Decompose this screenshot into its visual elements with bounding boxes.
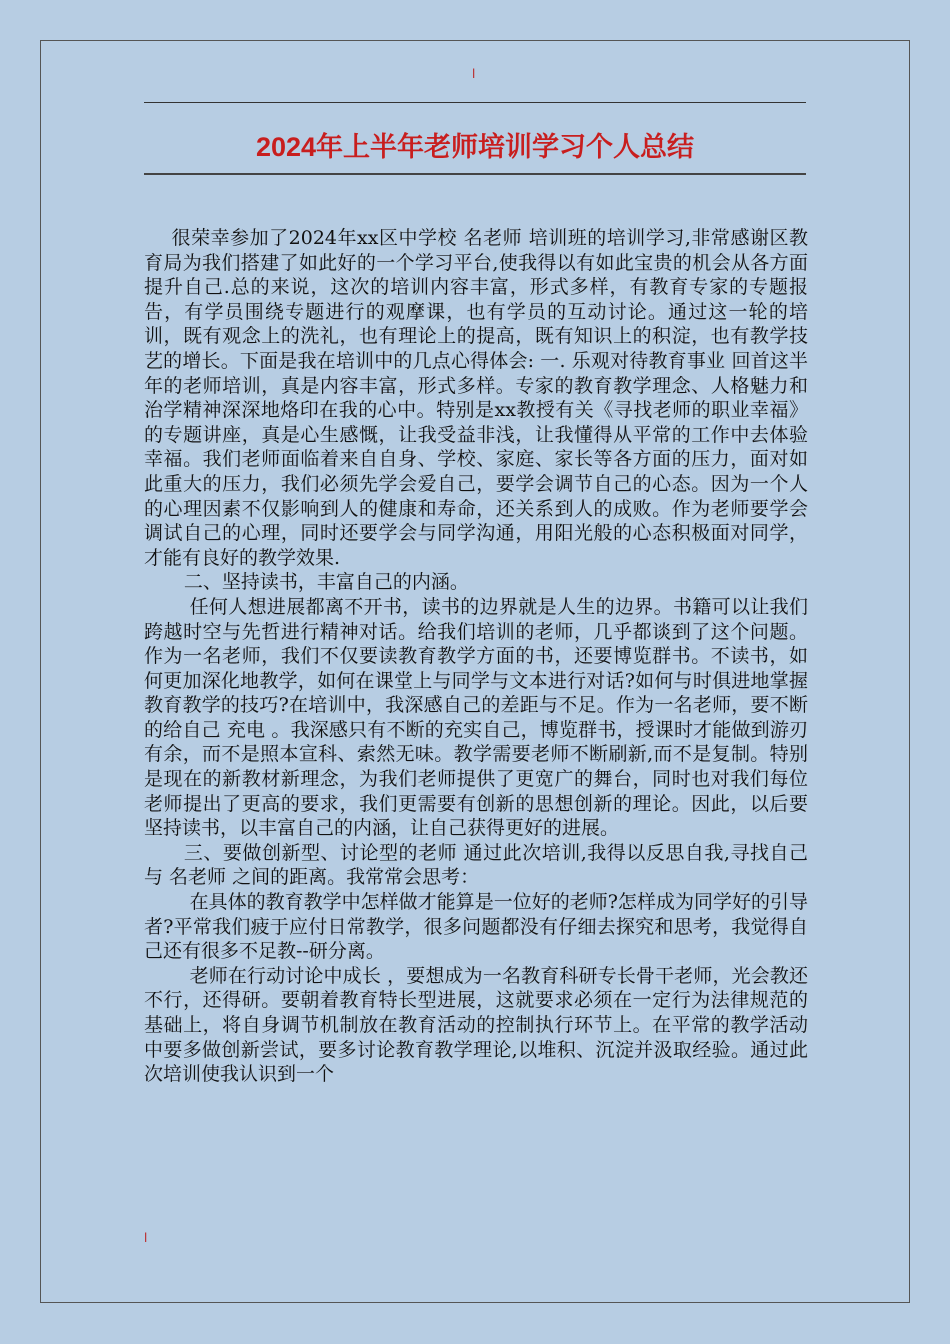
paragraph-4-heading: 三、要做创新型、讨论型的老师 通过此次培训,我得以反思自我,寻找自己与 名老师 之间的距离。我常常会思考：	[144, 841, 808, 889]
header-mark: l	[472, 67, 476, 81]
paragraph-1: 很荣幸参加了2024年xx区中学校 名老师 培训班的培训学习,非常感谢区教育局为我们搭建了如此好的一个学习平台,使我得以有如此宝贵的机会从各方面提升自己.总的来说，这次的培训内容丰富，形式多样，有教育专家的专题报告，有学员围绕专题进行的观摩课，也有学员的互动讨论。通过这一轮的培训，既有观念上的洗礼，也有理论上的提高，既有知识上的积淀，也有教学技艺的增长。下面是我在培训中的几点心得体会: 一. 乐观对待教育事业 回首这半年的老师培训，真是内容丰富，形式多样。专家的教育教学理念、人格魅力和治学精神深深地烙印在我的心中。特别是xx教授有关《寻找老师的职业幸福》的专题讲座，真是心生感慨，让我受益非浅，让我懂得从平常的工作中去体验幸福。我们老师面临着来自自身、学校、家庭、家长等各方面的压力，面对如此重大的压力，我们必须先学会爱自己，要学会调节自己的心态。因为一个人的心理因素不仅影响到人的健康和寿命，还关系到人的成败。作为老师要学会调试自己的心理，同时还要学会与同学沟通，用阳光般的心态积极面对同学，才能有良好的教学效果.	[144, 227, 808, 569]
paragraph-5: 在具体的教育教学中怎样做才能算是一位好的老师?怎样成为同学好的引导者?平常我们疲于应付日常教学，很多问题都没有仔细去探究和思考，我觉得自己还有很多不足教--研分离。	[144, 891, 808, 963]
title-rule	[144, 173, 806, 175]
footer-mark: l	[144, 1231, 148, 1245]
document-title: 2024年上半年老师培训学习个人总结	[255, 132, 695, 162]
paragraph-2-heading: 二、坚持读书，丰富自己的内涵。	[183, 571, 469, 594]
paragraph-6: 老师在行动讨论中成长 ，要想成为一名教育科研专长骨干老师，光会教还不行，还得研。要朝着教育特长型进展，这就要求必须在一定行为法律规范的基础上，将自身调节机制放在教育活动的控制执行环节上。在平常的教学活动中要多做创新尝试，要多讨论教育教学理论,以堆积、沉淀并汲取经验。通过此次培训使我认识到一个	[144, 964, 808, 1086]
paragraph-3: 任何人想进展都离不开书，读书的边界就是人生的边界。书籍可以让我们跨越时空与先哲进行精神对话。给我们培训的老师，几乎都谈到了这个问题。作为一名老师，我们不仅要读教育教学方面的书，还要博览群书。不读书，如何更加深化地教学，如何在课堂上与同学与文本进行对话?如何与时俱进地掌握教育教学的技巧?在培训中，我深感自己的差距与不足。作为一名老师，要不断的给自己 充电 。我深感只有不断的充实自己，博览群书，授课时才能做到游刃有余，而不是照本宣科、索然无味。教学需要老师不断刷新,而不是复制。特别是现在的新教材新理念，为我们老师提供了更宽广的舞台，同时也对我们每位老师提出了更高的要求，我们更需要有创新的思想创新的理论。因此，以后要坚持读书，以丰富自己的内涵，让自己获得更好的进展。	[144, 595, 808, 840]
header-rule	[144, 102, 806, 103]
document-body	[144, 226, 808, 1087]
